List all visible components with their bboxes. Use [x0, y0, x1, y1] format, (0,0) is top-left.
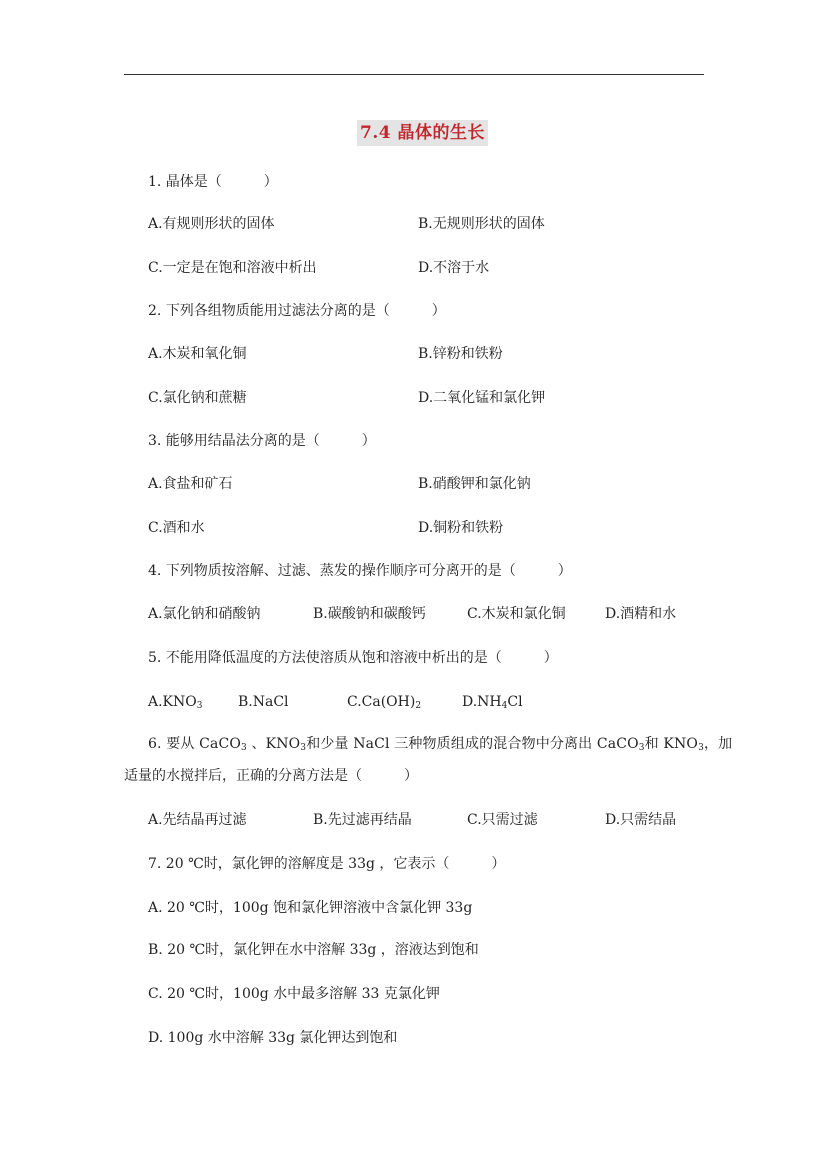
q7-option-a: A. 20 ℃时，100g 饱和氯化钾溶液中含氯化钾 33g: [148, 900, 473, 916]
q2-stem: 2. 下列各组物质能用过滤法分离的是（ ）: [148, 303, 446, 319]
page-title: 7.4 晶体的生长: [357, 120, 488, 146]
q3-option-d: D.铜粉和铁粉: [418, 520, 504, 536]
q5-option-d: $D.NH_4Cl$: [462, 694, 523, 711]
header-rule: [124, 74, 704, 75]
q1-stem: 1. 晶体是（ ）: [148, 174, 278, 190]
q4-option-a: A.氯化钠和硝酸钠: [148, 606, 261, 622]
q3-option-b: B.硝酸钾和氯化钠: [418, 476, 531, 492]
q4-stem: 4. 下列物质按溶解、过滤、蒸发的操作顺序可分离开的是（ ）: [148, 563, 572, 579]
q5-option-c: $C.Ca(OH)_2$: [347, 694, 422, 711]
q6-option-d: D.只需结晶: [605, 812, 677, 828]
q6-option-c: C.只需过滤: [467, 812, 538, 828]
q2-option-c: C.氯化钠和蔗糖: [148, 390, 247, 406]
q6-option-a: A.先结晶再过滤: [148, 812, 247, 828]
q1-option-c: C.一定是在饱和溶液中析出: [148, 260, 317, 276]
q4-option-b: B.碳酸钠和碳酸钙: [313, 606, 426, 622]
q6-stem-line1: 6. 要从 CaCO$_3$ 、$KNO_3$和少量 NaCl 三种物质组成的混合物中分离出 CaCO$_3$和 $KNO_3$，加: [148, 736, 733, 753]
q3-stem: 3. 能够用结晶法分离的是（ ）: [148, 433, 376, 449]
q3-option-c: C.酒和水: [148, 520, 205, 536]
q6-stem-line2: 适量的水搅拌后，正确的分离方法是（ ）: [124, 768, 418, 784]
q3-option-a: A.食盐和矿石: [148, 476, 233, 492]
q2-option-b: B.锌粉和铁粉: [418, 346, 503, 362]
q6-option-b: B.先过滤再结晶: [313, 812, 412, 828]
q2-option-d: D.二氧化锰和氯化钾: [418, 390, 546, 406]
q7-option-b: B. 20 ℃时，氯化钾在水中溶解 33g ，溶液达到饱和: [148, 942, 479, 958]
q1-option-b: B.无规则形状的固体: [418, 216, 545, 232]
q1-option-a: A.有规则形状的固体: [148, 216, 275, 232]
q7-option-c: C. 20 ℃时，100g 水中最多溶解 33 克氯化钾: [148, 986, 440, 1002]
q4-option-c: C.木炭和氯化铜: [467, 606, 566, 622]
q5-stem: 5. 不能用降低温度的方法使溶质从饱和溶液中析出的是（ ）: [148, 650, 558, 666]
q5-option-b: B.NaCl: [238, 694, 289, 710]
q1-option-d: D.不溶于水: [418, 260, 490, 276]
q7-stem: 7. 20 ℃时，氯化钾的溶解度是 33g ，它表示（ ）: [148, 856, 506, 872]
q7-option-d: D. 100g 水中溶解 33g 氯化钾达到饱和: [148, 1030, 398, 1046]
q2-option-a: A.木炭和氧化铜: [148, 346, 247, 362]
q5-option-a: $A.KNO_3$: [148, 694, 203, 711]
q4-option-d: D.酒精和水: [605, 606, 677, 622]
